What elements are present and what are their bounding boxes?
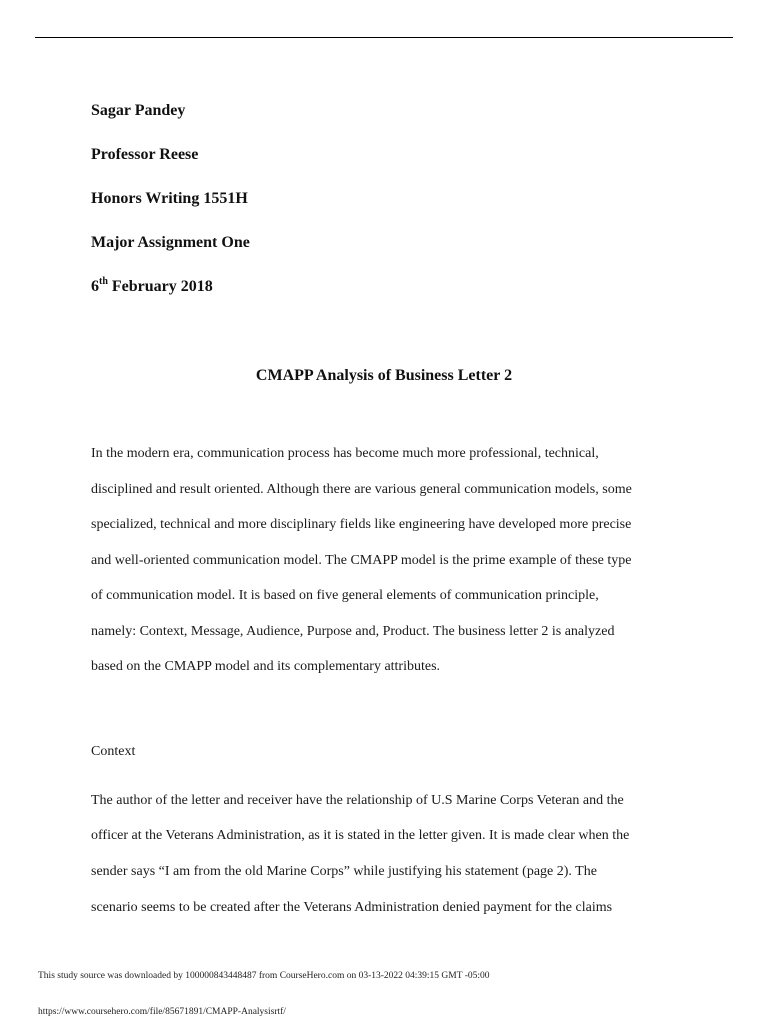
paragraph-line: namely: Context, Message, Audience, Purpose and, Product. The business letter 2 is analyzed — [91, 624, 615, 639]
date-month-year: February 2018 — [107, 278, 213, 295]
paragraph-line: of communication model. It is based on five general elements of communication principle, — [91, 588, 599, 603]
paragraph-line: specialized, technical and more disciplinary fields like engineering have developed more precise — [91, 517, 632, 532]
paragraph-line: officer at the Veterans Administration, as it is stated in the letter given. It is made clear when the — [91, 828, 630, 843]
author-name: Sagar Pandey — [91, 102, 186, 119]
section-heading-context: Context — [91, 744, 136, 759]
professor-name: Professor Reese — [91, 146, 199, 163]
paragraph-line: based on the CMAPP model and its complementary attributes. — [91, 659, 441, 674]
document-date — [91, 277, 213, 297]
paragraph-line: and well-oriented communication model. The CMAPP model is the prime example of these type — [91, 553, 632, 568]
paragraph-line: scenario seems to be created after the Veterans Administration denied payment for the claims — [91, 900, 613, 915]
source-url[interactable]: https://www.coursehero.com/file/85671891/CMAPP-Analysisrtf/ — [38, 1007, 286, 1017]
top-rule — [35, 37, 733, 38]
paragraph-line: In the modern era, communication process has become much more professional, technical, — [91, 446, 599, 461]
paragraph-line: The author of the letter and receiver have the relationship of U.S Marine Corps Veteran and the — [91, 793, 624, 808]
paragraph-line: disciplined and result oriented. Although there are various general communication models, some — [91, 482, 632, 497]
assignment-name: Major Assignment One — [91, 234, 250, 251]
paragraph-line: sender says “I am from the old Marine Corps” while justifying his statement (page 2). The — [91, 864, 597, 879]
document-title: CMAPP Analysis of Business Letter 2 — [255, 367, 513, 384]
download-notice: This study source was downloaded by 100000843448487 from CourseHero.com on 03-13-2022 04:39:15 GMT -05:00 — [38, 971, 490, 981]
course-name: Honors Writing 1551H — [91, 190, 248, 207]
date-day: 6 — [91, 278, 99, 295]
date-suffix: th — [99, 276, 108, 287]
